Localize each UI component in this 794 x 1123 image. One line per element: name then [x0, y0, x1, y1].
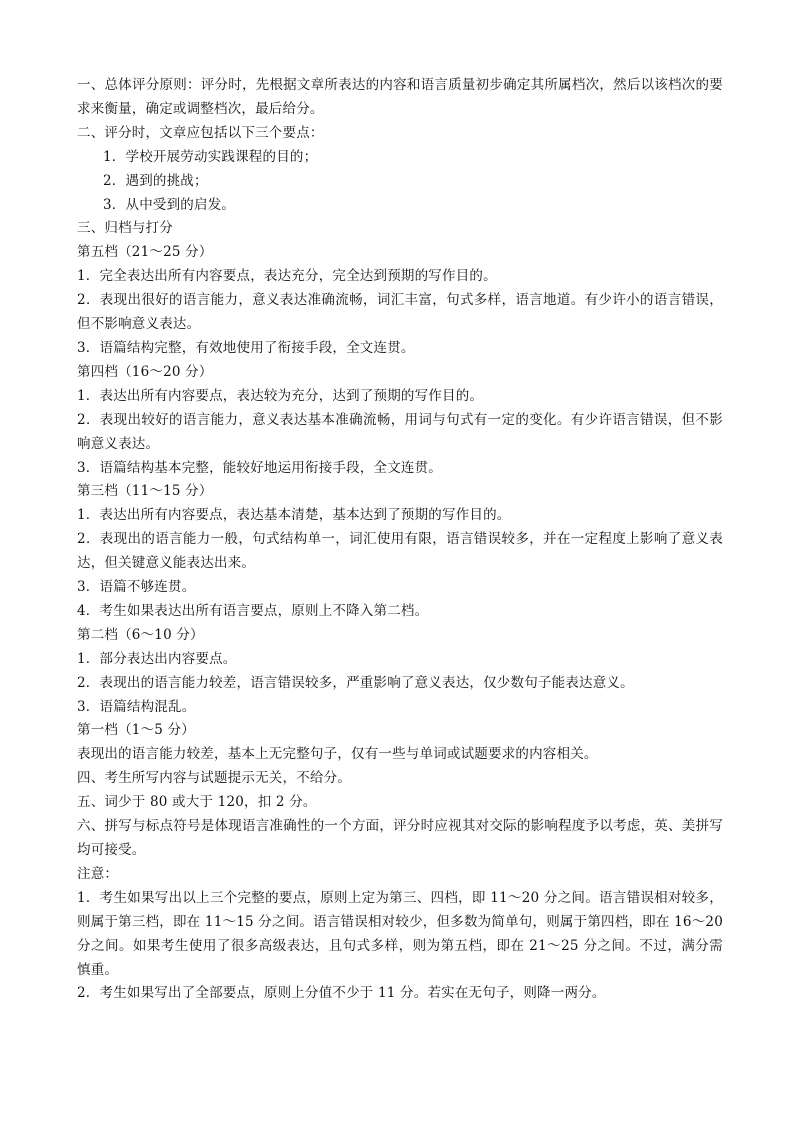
note-2: 2．考生如果写出了全部要点，原则上分值不少于 11 分。若实在无句子，则降一两分。: [77, 985, 606, 1002]
section-grading-heading: 三、归档与打分: [77, 220, 173, 237]
level-3-item-1: 1．表达出所有内容要点，表达基本清楚，基本达到了预期的写作目的。: [77, 507, 511, 524]
level-2-item-1: 1．部分表达出内容要点。: [77, 650, 237, 667]
key-point-2: 2．遇到的挑战；: [103, 172, 208, 189]
level-4-heading: 第四档（16～20 分）: [77, 363, 213, 380]
notes-heading: 注意：: [77, 865, 119, 882]
document-body: [77, 74, 723, 1006]
level-3-item-3: 3．语篇不够连贯。: [77, 579, 196, 596]
level-1-heading: 第一档（1～5 分）: [77, 722, 195, 739]
key-point-1: 1．学校开展劳动实践课程的目的；: [103, 148, 318, 165]
principle-1: 一、总体评分原则：评分时，先根据文章所表达的内容和语言质量初步确定其所属档次，然后以该档次的要求来衡量，确定或调整档次，最后给分。: [77, 77, 723, 117]
level-5-item-3: 3．语篇结构完整，有效地使用了衔接手段，全文连贯。: [77, 339, 415, 356]
principle-5: 五、词少于 80 或大于 120，扣 2 分。: [77, 794, 317, 811]
level-2-item-2: 2．表现出的语言能力较差，语言错误较多，严重影响了意义表达，仅少数句子能表达意义。: [77, 674, 634, 691]
level-4-item-2: 2．表现出较好的语言能力，意义表达基本准确流畅，用词与句式有一定的变化。有少许语言错误，但不影响意义表达。: [77, 411, 723, 452]
level-5-item-1: 1．完全表达出所有内容要点，表达充分，完全达到预期的写作目的。: [77, 268, 497, 285]
level-5-item-2: 2．表现出很好的语言能力，意义表达准确流畅，词汇丰富，句式多样，语言地道。有少许小的语言错误，但不影响意义表达。: [77, 292, 723, 333]
principle-2: 二、评分时，文章应包括以下三个要点：: [77, 124, 324, 141]
level-3-heading: 第三档（11～15 分）: [77, 483, 213, 500]
level-3-item-2: 2．表现出的语言能力一般，句式结构单一，词汇使用有限，语言错误较多，并在一定程度上影响了意义表达，但关键意义能表达出来。: [77, 531, 723, 572]
level-2-heading: 第二档（6～10 分）: [77, 626, 204, 643]
note-1: 1．考生如果写出以上三个完整的要点，原则上定为第三、四档，即 11～20 分之间。语言错误相对较多，则属于第三档，即在 11～15 分之间。语言错误相对较少，但多数为简单句，则属于第四档，即在 16～20 分之间。如果考生使用了很多高级表达，且句式多样，则为第五档，即在 21～25 分之间。不过，满分需慎重。: [77, 889, 723, 978]
principle-4: 四、考生所写内容与试题提示无关，不给分。: [77, 770, 351, 787]
level-4-item-3: 3．语篇结构基本完整，能较好地运用衔接手段，全文连贯。: [77, 459, 442, 476]
level-2-item-3: 3．语篇结构混乱。: [77, 698, 196, 715]
level-4-item-1: 1．表达出所有内容要点，表达较为充分，达到了预期的写作目的。: [77, 387, 484, 404]
key-point-3: 3．从中受到的启发。: [103, 196, 236, 213]
level-5-heading: 第五档（21～25 分）: [77, 244, 213, 261]
principle-6: 六、拼写与标点符号是体现语言准确性的一个方面，评分时应视其对交际的影响程度予以考虑，英、美拼写均可接受。: [77, 818, 723, 858]
level-3-item-4: 4．考生如果表达出所有语言要点，原则上不降入第二档。: [77, 602, 429, 619]
level-1-description: 表现出的语言能力较差，基本上无完整句子，仅有一些与单词或试题要求的内容相关。: [77, 746, 598, 763]
